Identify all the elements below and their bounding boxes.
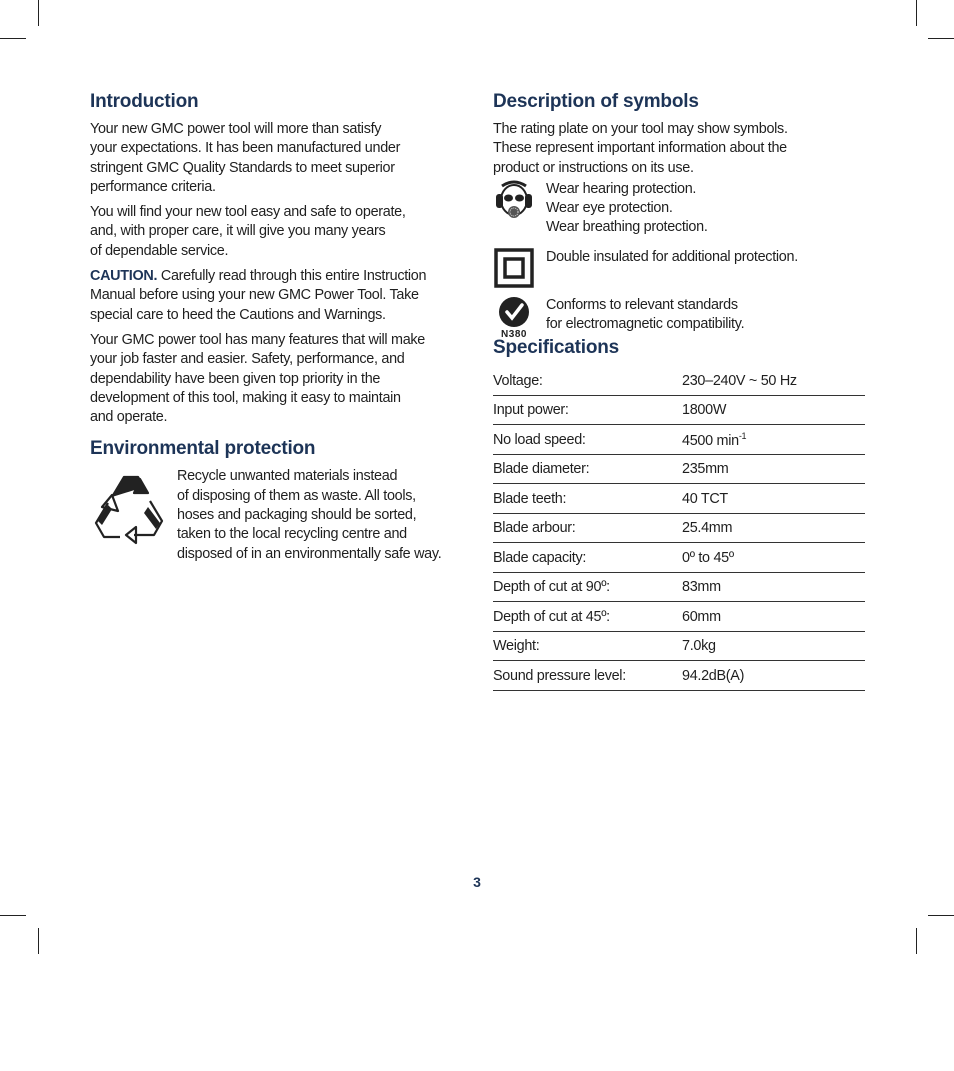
spec-value-text: 60mm: [682, 608, 721, 625]
spec-label: Voltage:: [493, 366, 682, 395]
spec-label: Blade capacity:: [493, 543, 682, 573]
spec-label: No load speed:: [493, 425, 682, 455]
environmental-heading: Environmental protection: [90, 438, 316, 460]
table-row: [493, 572, 865, 602]
specifications-section: [493, 336, 865, 691]
table-row: [493, 366, 865, 395]
introduction-section: [90, 90, 450, 427]
table-row: [493, 602, 865, 632]
page-number: 3: [473, 874, 481, 890]
spec-label: Weight:: [493, 631, 682, 661]
spec-label: Blade arbour:: [493, 513, 682, 543]
spec-label: Blade teeth:: [493, 484, 682, 514]
spec-label: Blade diameter:: [493, 454, 682, 484]
spec-label: Depth of cut at 90º:: [493, 572, 682, 602]
intro-paragraph-2: You will find your new tool easy and safe to operate, and, with proper care, it will give you many years of dependable service.: [90, 204, 406, 259]
protection-text: Wear hearing protection. Wear eye protection. Wear breathing protection.: [546, 180, 708, 236]
intro-paragraph-1: Your new GMC power tool will more than satisfy your expectations. It has been manufactured under stringent GMC Quality Standards to meet superior performance criteria.: [90, 121, 401, 195]
recycling-icon: [90, 467, 170, 547]
protection-gear-icon: [493, 180, 535, 228]
crop-mark: [38, 0, 39, 26]
table-row: [493, 425, 865, 455]
symbols-heading: Description of symbols: [493, 91, 699, 112]
spec-label: Sound pressure level:: [493, 661, 682, 691]
caution-label: CAUTION.: [90, 268, 158, 285]
spec-value-text: 0º to 45º: [682, 549, 734, 566]
crop-mark: [0, 38, 26, 39]
environmental-section: [90, 437, 450, 569]
caution-paragraph: [90, 267, 450, 325]
spec-value-text: 4500 min: [682, 432, 739, 449]
crop-mark: [928, 915, 954, 916]
intro-paragraph-4: Your GMC power tool has many features that will make your job faster and easier. Safety, performance, and dependability have been given top priority in the development of this tool, making it easy to maintain and operate.: [90, 331, 425, 426]
spec-value-superscript: -1: [738, 430, 747, 441]
spec-value-text: 83mm: [682, 579, 721, 596]
spec-value: [682, 513, 865, 543]
symbols-section: [493, 90, 865, 340]
symbol-row-double-insulated: [493, 248, 865, 288]
spec-value: [682, 543, 865, 573]
table-row: [493, 543, 865, 573]
environmental-text: Recycle unwanted materials instead of disposing of them as waste. All tools, hoses and packaging should be sorted, taken to the local recycling centre and disposed of in an environmentally safe way.: [177, 468, 442, 562]
crop-mark: [916, 0, 917, 26]
right-column: [493, 90, 865, 691]
double-insulated-text: Double insulated for additional protection.: [546, 248, 798, 265]
spec-value: [682, 484, 865, 514]
symbols-intro: The rating plate on your tool may show symbols. These represent important information about the product or instructions on its use.: [493, 121, 788, 176]
specifications-heading: Specifications: [493, 337, 620, 359]
spec-value: [682, 572, 865, 602]
crop-mark: [928, 38, 954, 39]
emc-text: Conforms to relevant standards for electromagnetic compatibility.: [546, 296, 745, 333]
spec-value: [682, 631, 865, 661]
spec-label: Depth of cut at 45º:: [493, 602, 682, 632]
left-column: [90, 90, 450, 570]
table-row: [493, 454, 865, 484]
spec-value: [682, 602, 865, 632]
crop-mark: [38, 928, 39, 954]
spec-value: [682, 454, 865, 484]
spec-value: [682, 425, 865, 455]
spec-value-text: 94.2dB(A): [682, 667, 745, 684]
spec-value-text: 230–240V ~ 50 Hz: [682, 372, 797, 389]
symbol-row-emc: [493, 296, 865, 341]
spec-value-text: 7.0kg: [682, 638, 716, 655]
emc-mark-label: N380: [501, 328, 527, 340]
spec-value-text: 40 TCT: [682, 490, 728, 507]
double-insulated-icon: [494, 248, 534, 288]
symbol-row-protection: [493, 180, 865, 244]
spec-value-text: 235mm: [682, 461, 729, 478]
caution-text: Carefully read through this entire Instruction Manual before using your new GMC Power Tool. Take special care to heed the Cautions and Warnings.: [90, 268, 427, 323]
spec-value-text: 1800W: [682, 402, 727, 419]
spec-value-text: 25.4mm: [682, 520, 733, 537]
spec-label: Input power:: [493, 395, 682, 425]
c-tick-icon: [498, 296, 530, 328]
spec-value: [682, 395, 865, 425]
table-row: [493, 631, 865, 661]
crop-mark: [0, 915, 26, 916]
table-row: [493, 484, 865, 514]
spec-value: [682, 661, 865, 691]
spec-value: [682, 366, 865, 395]
crop-mark: [916, 928, 917, 954]
introduction-heading: Introduction: [90, 91, 199, 112]
specifications-table: [493, 366, 865, 691]
table-row: [493, 661, 865, 691]
table-row: [493, 513, 865, 543]
table-row: [493, 395, 865, 425]
